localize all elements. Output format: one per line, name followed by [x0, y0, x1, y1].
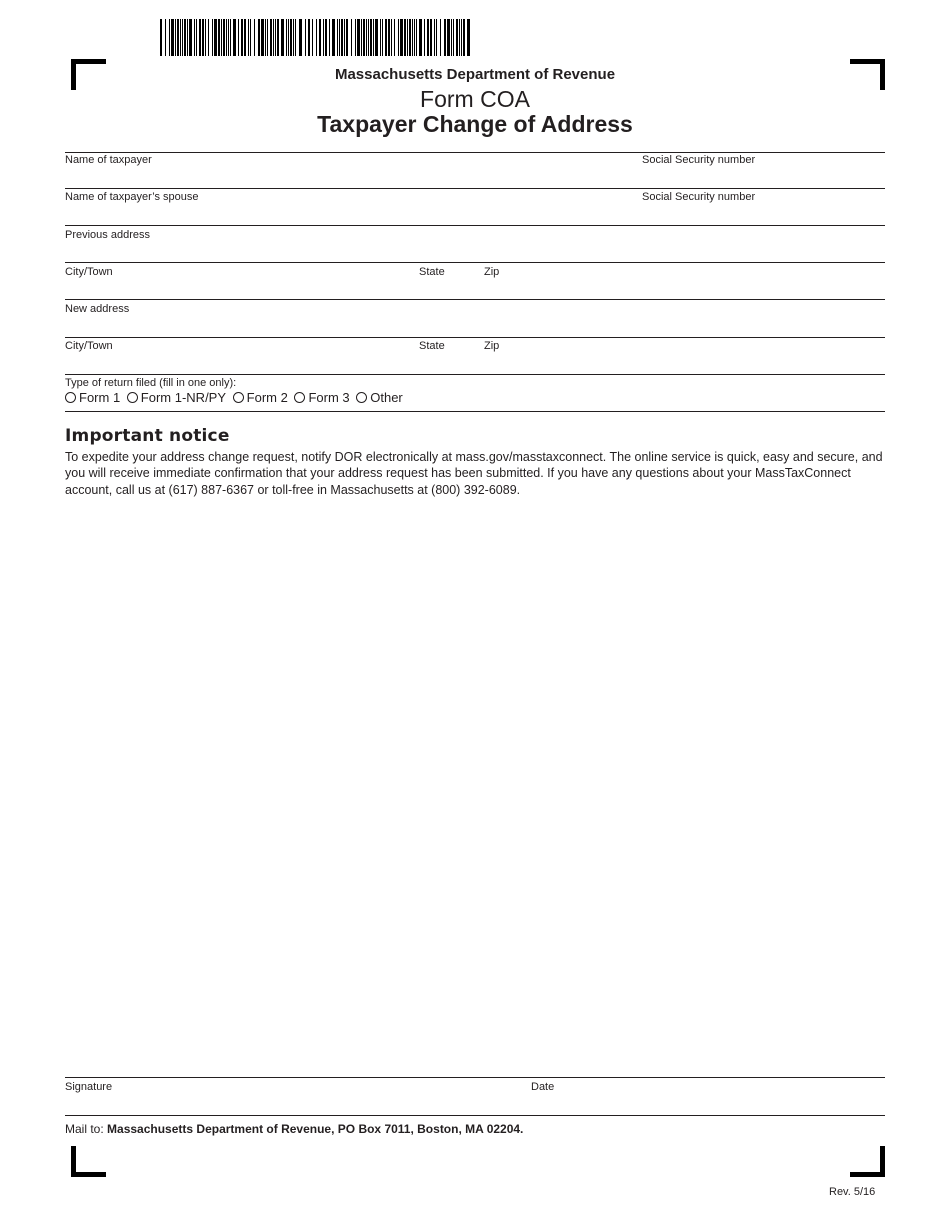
- radio-label: Form 2: [246, 390, 288, 405]
- signature-line: [65, 1077, 885, 1078]
- form-divider: [65, 152, 885, 153]
- radio-form-1-nr-py[interactable]: [127, 390, 226, 405]
- footer-divider: [65, 1115, 885, 1116]
- date-field[interactable]: Date: [531, 1081, 555, 1093]
- radio-form-2[interactable]: [233, 390, 288, 405]
- mail-to-address: Massachusetts Department of Revenue, PO Box 7011, Boston, MA 02204.: [107, 1122, 524, 1136]
- mail-to-prefix: Mail to:: [65, 1122, 104, 1136]
- new-city-field[interactable]: City/Town: [65, 340, 113, 352]
- radio-circle-icon[interactable]: [65, 392, 76, 403]
- form-divider: [65, 374, 885, 375]
- crop-mark-bottom-right: [850, 1146, 885, 1177]
- radio-circle-icon[interactable]: [127, 392, 138, 403]
- radio-form-1[interactable]: [65, 390, 120, 405]
- radio-circle-icon[interactable]: [356, 392, 367, 403]
- signature-field[interactable]: Signature: [65, 1081, 113, 1093]
- radio-label: Form 1: [79, 390, 121, 405]
- mail-to-line: [65, 1122, 523, 1136]
- form-name: Form COA: [420, 86, 530, 112]
- previous-state-field[interactable]: State: [419, 266, 445, 278]
- notice-heading: Important notice: [65, 426, 230, 446]
- barcode: [160, 19, 470, 56]
- spouse-ssn-field[interactable]: Social Security number: [642, 191, 756, 203]
- form-divider: [65, 299, 885, 300]
- radio-label: Other: [370, 390, 403, 405]
- page-title: Taxpayer Change of Address: [317, 111, 633, 137]
- taxpayer-name-field[interactable]: Name of taxpayer: [65, 154, 152, 166]
- radio-form-3[interactable]: [294, 390, 349, 405]
- taxpayer-ssn-field[interactable]: Social Security number: [642, 154, 756, 166]
- return-type-label: Type of return filed (fill in one only):: [65, 377, 237, 389]
- new-address-field[interactable]: New address: [65, 303, 130, 315]
- revision-label: Rev. 5/16: [829, 1186, 876, 1198]
- radio-other[interactable]: [356, 390, 403, 405]
- form-divider: [65, 225, 885, 226]
- form-divider: [65, 188, 885, 189]
- department-name: Massachusetts Department of Revenue: [334, 66, 616, 83]
- form-divider: [65, 411, 885, 412]
- previous-city-field[interactable]: City/Town: [65, 266, 113, 278]
- notice-body: To expedite your address change request, notify DOR electronically at mass.gov/masstaxconnect. The online service is quick, easy and secure, and you will receive immediate confirmation that your address request has been submitted. If you have any questions about your MassTaxConnect account, call us at (617) 887-6367 or toll-free in Massachusetts at (800) 392-6089.: [65, 450, 883, 497]
- return-type-options: [65, 390, 406, 405]
- radio-label: Form 3: [308, 390, 350, 405]
- previous-zip-field[interactable]: Zip: [484, 266, 500, 278]
- form-divider: [65, 262, 885, 263]
- spouse-name-field[interactable]: Name of taxpayer’s spouse: [65, 191, 199, 203]
- radio-circle-icon[interactable]: [233, 392, 244, 403]
- radio-label: Form 1-NR/PY: [140, 390, 227, 405]
- crop-mark-bottom-left: [71, 1146, 106, 1177]
- previous-address-field[interactable]: Previous address: [65, 229, 150, 241]
- radio-circle-icon[interactable]: [294, 392, 305, 403]
- new-state-field[interactable]: State: [419, 340, 445, 352]
- new-zip-field[interactable]: Zip: [484, 340, 500, 352]
- form-divider: [65, 337, 885, 338]
